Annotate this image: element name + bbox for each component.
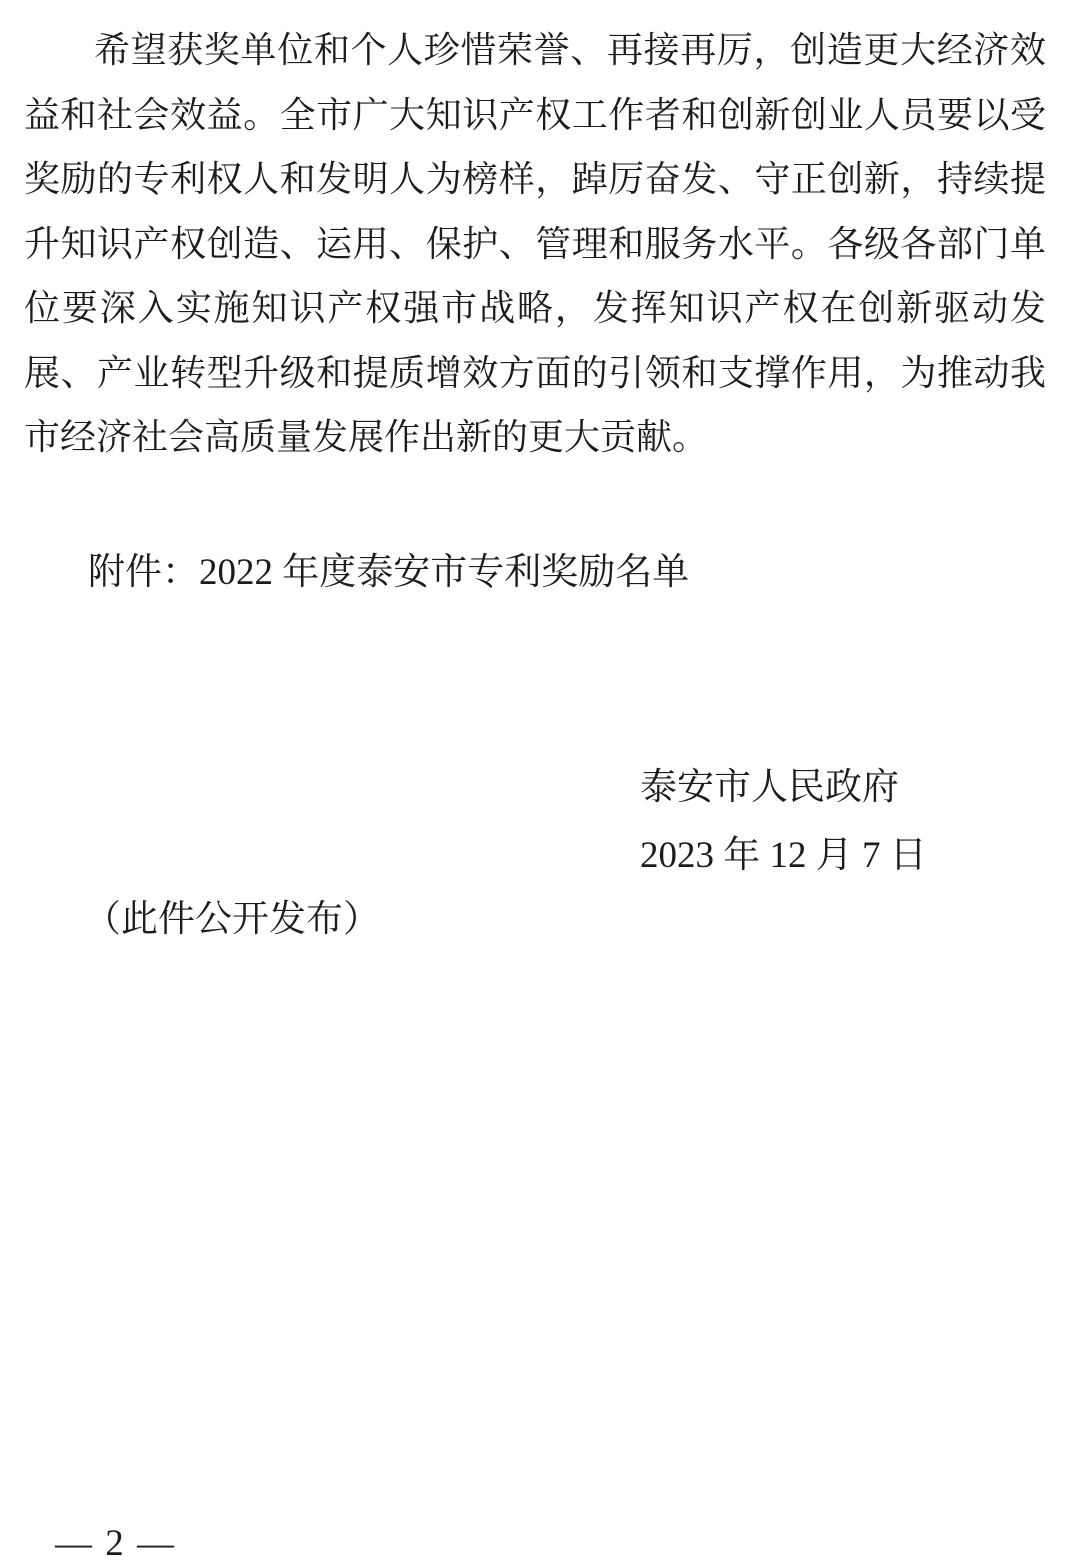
body-line: 位要深入实施知识产权强市战略，发挥知识产权在创新驱动发 <box>24 288 1046 328</box>
body-line: 奖励的专利权人和发明人为榜样，踔厉奋发、守正创新，持续提 <box>24 159 1046 199</box>
body-line: 希望获奖单位和个人珍惜荣誉、再接再厉，创造更大经济效 <box>94 30 1046 70</box>
body-line: 展、产业转型升级和提质增效方面的引领和支撑作用，为推动我 <box>24 352 1046 393</box>
signature-date: 2023 年 12 月 7 日 <box>640 835 927 876</box>
signature-issuer: 泰安市人民政府 <box>640 767 899 808</box>
page-number: — 2 — <box>55 1523 176 1564</box>
body-paragraph <box>24 18 1046 470</box>
attachment-reference: 附件：2022 年度泰安市专利奖励名单 <box>88 552 690 593</box>
body-line: 升知识产权创造、运用、保护、管理和服务水平。各级各部门单 <box>24 223 1046 264</box>
public-release-note: （此件公开发布） <box>84 899 380 940</box>
body-line: 市经济社会高质量发展作出新的更大贡献。 <box>24 417 709 457</box>
body-line: 益和社会效益。全市广大知识产权工作者和创新创业人员要以受 <box>24 94 1046 135</box>
